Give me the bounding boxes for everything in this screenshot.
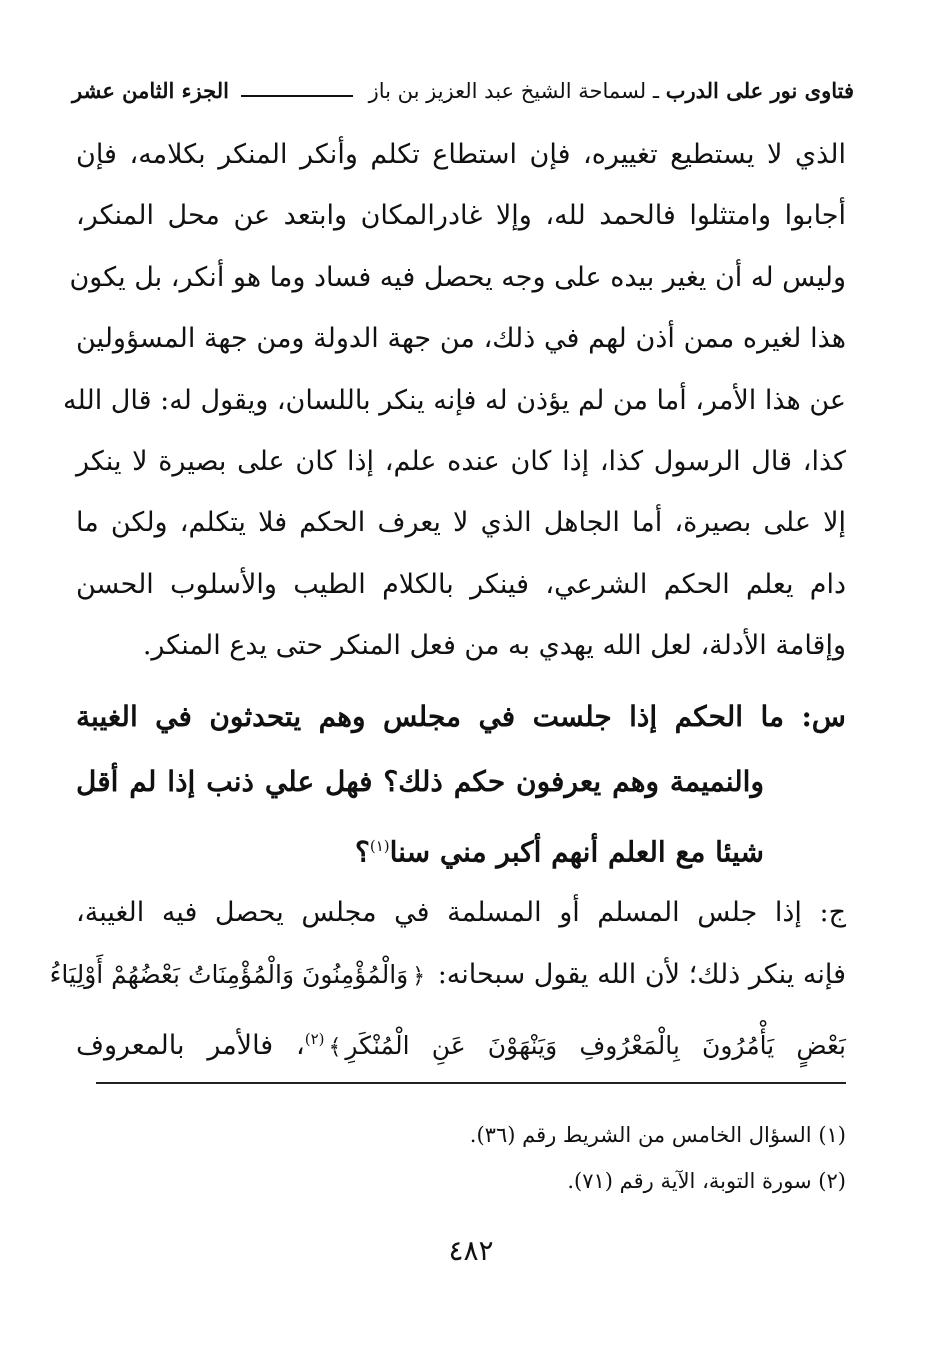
footnote-ref: (٢) (304, 1030, 325, 1048)
body-line: كذا، قال الرسول كذا، إذا كان عنده علم، إذا كان على بصيرة لا ينكر (76, 446, 846, 478)
body-paragraph (63, 124, 846, 677)
body-line: دام يعلم الحكم الشرعي، فينكر بالكلام الطيب والأسلوب الحسن (76, 568, 846, 600)
running-head-title (369, 78, 854, 103)
question-line-last (76, 814, 846, 884)
quran-verse: بَعْضٍ يَأْمُرُونَ بِالْمَعْرُوفِ وَيَنْهَوْنَ عَنِ الْمُنْكَرِ (345, 1031, 846, 1060)
body-line: وإقامة الأدلة، لعل الله يهدي به من فعل المنكر حتى يدع المنكر. (142, 630, 846, 662)
answer-line (49, 944, 846, 1008)
answer-line: ج: إذا جلس المسلم أو المسلمة في مجلس يحصل فيه الغيبة، (76, 897, 846, 928)
book-title: فتاوى نور على الدرب (665, 77, 854, 103)
header-rule (241, 95, 353, 97)
volume-label: الجزء الثامن عشر (72, 77, 229, 103)
question-line: س: ما الحكم إذا جلست في مجلس وهم يتحدثون في الغيبة (76, 700, 846, 733)
body-line: وليس له أن يغير بيده على وجه يحصل فيه فساد وما هو أنكر، بل يكون (69, 261, 846, 293)
body-line: الذي لا يستطيع تغييره، فإن استطاع تكلم وأنكر المنكر بكلامه، فإن (76, 139, 846, 170)
author-name: ـ لسماحة الشيخ عبد العزيز بن باز (368, 78, 660, 103)
answer-line (76, 1008, 846, 1079)
answer-block (49, 882, 846, 1079)
footnote-separator (96, 1082, 846, 1084)
footnote-ref: (١) (369, 837, 390, 855)
quran-verse: وَالْمُؤْمِنُونَ وَالْمُؤْمِنَاتُ بَعْضُهُمْ أَوْلِيَاءُ (49, 960, 409, 989)
answer-text: ، فالأمر بالمعروف (76, 1030, 305, 1061)
page-number: ٤٨٢ (448, 1234, 494, 1267)
footnote: (٢) سورة التوبة، الآية رقم (٧١). (567, 1169, 846, 1193)
footnote: (١) السؤال الخامس من الشريط رقم (٣٦). (469, 1123, 846, 1147)
quran-bracket-close: ﴾ (328, 1035, 342, 1060)
question-block (76, 684, 846, 884)
quran-bracket-open: ﴿ (412, 964, 426, 989)
body-line: عن هذا الأمر، أما من لم يؤذن له فإنه ينكر باللسان، ويقول له: قال الله (63, 384, 846, 416)
body-line: أجابوا وامتثلوا فالحمد لله، وإلا غادرالمكان وابتعد عن محل المنكر، (76, 200, 846, 232)
question-text: شيئا مع العلم أنهم أكبر مني سنا (389, 835, 764, 869)
footnotes (200, 1112, 846, 1204)
question-mark: ؟ (354, 835, 370, 869)
running-head (72, 70, 854, 110)
running-head-volume-group (72, 78, 359, 103)
answer-text: فإنه ينكر ذلك؛ لأن الله يقول سبحانه: (437, 959, 846, 990)
body-line: هذا لغيره ممن أذن لهم في ذلك، من جهة الدولة ومن جهة المسؤولين (76, 323, 846, 355)
body-line: إلا على بصيرة، أما الجاهل الذي لا يعرف الحكم فلا يتكلم، ولكن ما (76, 507, 846, 539)
question-line: والنميمة وهم يعرفون حكم ذلك؟ فهل علي ذنب إذا لم أقل (76, 765, 764, 798)
